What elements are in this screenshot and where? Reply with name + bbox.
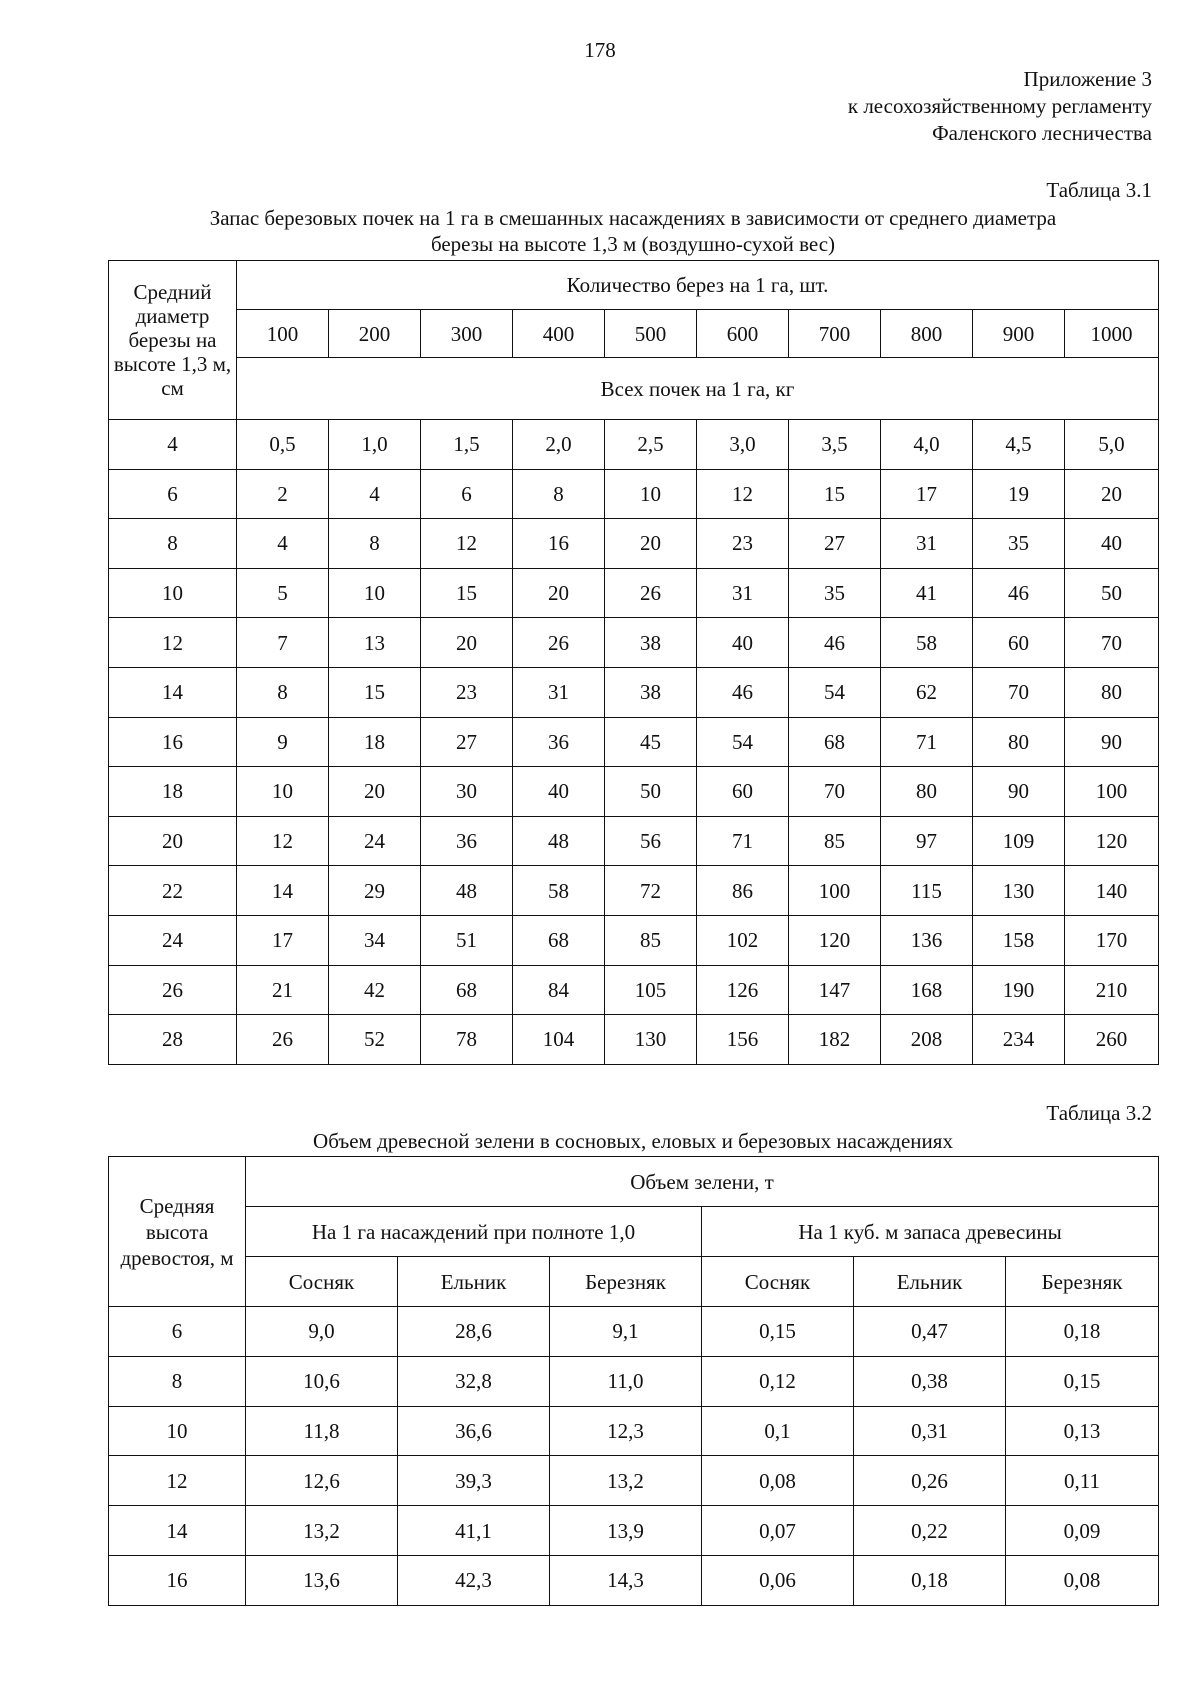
- buds-weight-cell: 13: [329, 618, 421, 668]
- buds-weight-cell: 120: [1065, 816, 1159, 866]
- buds-weight-cell: 170: [1065, 915, 1159, 965]
- buds-weight-cell: 0,5: [237, 420, 329, 470]
- buds-weight-cell: 7: [237, 618, 329, 668]
- buds-weight-cell: 234: [973, 1015, 1065, 1065]
- foliage-volume-cell: 13,2: [246, 1506, 398, 1556]
- stand-height-cell: 14: [109, 1506, 246, 1556]
- foliage-volume-cell: 41,1: [398, 1506, 550, 1556]
- table-row: [109, 1506, 1159, 1556]
- buds-weight-cell: 70: [1065, 618, 1159, 668]
- table-row: [109, 717, 1159, 767]
- buds-weight-cell: 4: [329, 469, 421, 519]
- tree-count-cell: 400: [513, 310, 605, 358]
- foliage-volume-cell: 13,2: [550, 1456, 702, 1506]
- buds-weight-cell: 46: [789, 618, 881, 668]
- table2-title: Объем древесной зелени в сосновых, еловых и березовых насаждениях: [313, 1129, 953, 1153]
- buds-weight-cell: 78: [421, 1015, 513, 1065]
- buds-weight-cell: 80: [973, 717, 1065, 767]
- table-row: [109, 568, 1159, 618]
- diameter-cell: 22: [109, 866, 237, 916]
- buds-weight-cell: 10: [605, 469, 697, 519]
- buds-weight-cell: 60: [697, 767, 789, 817]
- diameter-cell: 12: [109, 618, 237, 668]
- foliage-volume-cell: 0,06: [702, 1555, 854, 1605]
- buds-weight-cell: 30: [421, 767, 513, 817]
- table-row: [109, 767, 1159, 817]
- buds-weight-cell: 35: [789, 568, 881, 618]
- buds-weight-cell: 80: [1065, 667, 1159, 717]
- foliage-volume-cell: 28,6: [398, 1307, 550, 1357]
- buds-weight-cell: 70: [789, 767, 881, 817]
- species-header: Сосняк: [246, 1257, 398, 1307]
- buds-weight-cell: 5,0: [1065, 420, 1159, 470]
- buds-weight-cell: 4: [237, 519, 329, 569]
- buds-weight-cell: 54: [789, 667, 881, 717]
- buds-weight-cell: 8: [329, 519, 421, 569]
- buds-weight-cell: 12: [697, 469, 789, 519]
- diameter-cell: 24: [109, 915, 237, 965]
- table1-title-line-2: березы на высоте 1,3 м (воздушно-сухой вес): [430, 232, 836, 256]
- stand-height-cell: 16: [109, 1555, 246, 1605]
- species-header: Березняк: [1006, 1257, 1159, 1307]
- buds-weight-cell: 68: [513, 915, 605, 965]
- buds-weight-cell: 71: [881, 717, 973, 767]
- buds-weight-cell: 27: [421, 717, 513, 767]
- buds-weight-cell: 12: [421, 519, 513, 569]
- diameter-cell: 10: [109, 568, 237, 618]
- buds-weight-cell: 130: [605, 1015, 697, 1065]
- table-row: [109, 1555, 1159, 1605]
- buds-weight-cell: 46: [697, 667, 789, 717]
- buds-weight-cell: 35: [973, 519, 1065, 569]
- table-row: [109, 667, 1159, 717]
- foliage-volume-cell: 0,22: [854, 1506, 1006, 1556]
- tree-count-cell: 300: [421, 310, 513, 358]
- height-header: Средняя высота древостоя, м: [109, 1157, 246, 1307]
- table-row: [109, 1406, 1159, 1456]
- buds-weight-cell: 70: [973, 667, 1065, 717]
- foliage-volume-cell: 0,31: [854, 1406, 1006, 1456]
- foliage-volume-cell: 0,15: [1006, 1356, 1159, 1406]
- buds-weight-cell: 158: [973, 915, 1065, 965]
- buds-weight-cell: 12: [237, 816, 329, 866]
- buds-weight-cell: 109: [973, 816, 1065, 866]
- buds-weight-cell: 15: [421, 568, 513, 618]
- diameter-cell: 20: [109, 816, 237, 866]
- buds-weight-cell: 38: [605, 618, 697, 668]
- buds-weight-cell: 71: [697, 816, 789, 866]
- diameter-cell: 6: [109, 469, 237, 519]
- table-row: [109, 816, 1159, 866]
- foliage-volume-cell: 0,12: [702, 1356, 854, 1406]
- appendix-line-3: Фаленского лесничества: [932, 121, 1152, 145]
- buds-weight-cell: 48: [421, 866, 513, 916]
- foliage-volume-cell: 14,3: [550, 1555, 702, 1605]
- buds-weight-cell: 2: [237, 469, 329, 519]
- stand-height-cell: 8: [109, 1356, 246, 1406]
- per-cubic-meter-header: На 1 куб. м запаса древесины: [702, 1207, 1159, 1257]
- foliage-volume-cell: 0,07: [702, 1506, 854, 1556]
- stand-height-cell: 12: [109, 1456, 246, 1506]
- diameter-cell: 16: [109, 717, 237, 767]
- buds-weight-cell: 115: [881, 866, 973, 916]
- buds-weight-cell: 1,0: [329, 420, 421, 470]
- foliage-volume-cell: 0,08: [702, 1456, 854, 1506]
- buds-weight-cell: 10: [329, 568, 421, 618]
- foliage-volume-cell: 12,3: [550, 1406, 702, 1456]
- foliage-volume-cell: 39,3: [398, 1456, 550, 1506]
- diameter-cell: 28: [109, 1015, 237, 1065]
- buds-weight-cell: 40: [697, 618, 789, 668]
- total-buds-header: Всех почек на 1 га, кг: [237, 358, 1159, 420]
- foliage-volume-cell: 10,6: [246, 1356, 398, 1406]
- buds-weight-cell: 46: [973, 568, 1065, 618]
- buds-weight-cell: 20: [421, 618, 513, 668]
- table-row: [109, 1015, 1159, 1065]
- buds-weight-cell: 26: [513, 618, 605, 668]
- foliage-volume-cell: 11,0: [550, 1356, 702, 1406]
- diameter-cell: 14: [109, 667, 237, 717]
- foliage-volume-cell: 0,38: [854, 1356, 1006, 1406]
- buds-weight-cell: 84: [513, 965, 605, 1015]
- foliage-volume-cell: 9,1: [550, 1307, 702, 1357]
- buds-weight-cell: 102: [697, 915, 789, 965]
- appendix-line-1: Приложение 3: [1023, 67, 1152, 91]
- buds-weight-cell: 208: [881, 1015, 973, 1065]
- table-row: [109, 618, 1159, 668]
- foliage-volume-cell: 11,8: [246, 1406, 398, 1456]
- table-row: [109, 420, 1159, 470]
- buds-weight-cell: 1,5: [421, 420, 513, 470]
- table-row: [109, 1307, 1159, 1357]
- per-hectare-header: На 1 га насаждений при полноте 1,0: [246, 1207, 702, 1257]
- buds-weight-cell: 126: [697, 965, 789, 1015]
- tree-count-cell: 700: [789, 310, 881, 358]
- foliage-volume-cell: 32,8: [398, 1356, 550, 1406]
- tree-count-cell: 100: [237, 310, 329, 358]
- buds-weight-cell: 58: [513, 866, 605, 916]
- species-header: Ельник: [854, 1257, 1006, 1307]
- foliage-volume-table: [108, 1156, 1159, 1606]
- buds-weight-cell: 105: [605, 965, 697, 1015]
- buds-weight-cell: 45: [605, 717, 697, 767]
- buds-weight-cell: 104: [513, 1015, 605, 1065]
- buds-weight-cell: 50: [605, 767, 697, 817]
- diameter-cell: 8: [109, 519, 237, 569]
- buds-weight-cell: 120: [789, 915, 881, 965]
- buds-weight-cell: 5: [237, 568, 329, 618]
- foliage-volume-cell: 0,47: [854, 1307, 1006, 1357]
- table-row: [109, 965, 1159, 1015]
- buds-weight-cell: 48: [513, 816, 605, 866]
- table-row: [109, 1456, 1159, 1506]
- buds-weight-cell: 68: [789, 717, 881, 767]
- buds-weight-cell: 56: [605, 816, 697, 866]
- species-header: Сосняк: [702, 1257, 854, 1307]
- foliage-volume-cell: 0,11: [1006, 1456, 1159, 1506]
- buds-weight-cell: 90: [1065, 717, 1159, 767]
- foliage-volume-cell: 0,09: [1006, 1506, 1159, 1556]
- diameter-cell: 4: [109, 420, 237, 470]
- diameter-cell: 18: [109, 767, 237, 817]
- buds-weight-cell: 80: [881, 767, 973, 817]
- foliage-volume-cell: 0,26: [854, 1456, 1006, 1506]
- buds-weight-cell: 20: [513, 568, 605, 618]
- table-row: [109, 469, 1159, 519]
- buds-weight-cell: 23: [697, 519, 789, 569]
- table-row: [109, 915, 1159, 965]
- foliage-volume-cell: 0,18: [1006, 1307, 1159, 1357]
- buds-weight-cell: 21: [237, 965, 329, 1015]
- buds-weight-cell: 40: [1065, 519, 1159, 569]
- foliage-volume-cell: 12,6: [246, 1456, 398, 1506]
- page-number: 178: [584, 38, 616, 62]
- buds-weight-cell: 31: [513, 667, 605, 717]
- buds-weight-cell: 68: [421, 965, 513, 1015]
- buds-weight-cell: 23: [421, 667, 513, 717]
- table-row: [109, 866, 1159, 916]
- foliage-volume-cell: 36,6: [398, 1406, 550, 1456]
- table2-label: Таблица 3.2: [1046, 1101, 1152, 1125]
- buds-weight-cell: 27: [789, 519, 881, 569]
- buds-weight-cell: 190: [973, 965, 1065, 1015]
- species-header: Ельник: [398, 1257, 550, 1307]
- buds-weight-cell: 14: [237, 866, 329, 916]
- buds-weight-cell: 15: [329, 667, 421, 717]
- buds-weight-cell: 62: [881, 667, 973, 717]
- buds-weight-cell: 6: [421, 469, 513, 519]
- foliage-volume-cell: 0,18: [854, 1555, 1006, 1605]
- buds-weight-cell: 4,0: [881, 420, 973, 470]
- buds-weight-cell: 3,0: [697, 420, 789, 470]
- diameter-cell: 26: [109, 965, 237, 1015]
- tree-count-cell: 200: [329, 310, 421, 358]
- species-header: Березняк: [550, 1257, 702, 1307]
- buds-weight-cell: 51: [421, 915, 513, 965]
- buds-weight-cell: 50: [1065, 568, 1159, 618]
- foliage-volume-cell: 0,08: [1006, 1555, 1159, 1605]
- tree-count-cell: 800: [881, 310, 973, 358]
- buds-weight-cell: 85: [789, 816, 881, 866]
- table-row: [109, 1356, 1159, 1406]
- buds-weight-cell: 26: [605, 568, 697, 618]
- buds-weight-cell: 17: [237, 915, 329, 965]
- buds-weight-cell: 40: [513, 767, 605, 817]
- diameter-header: Средний диаметр березы на высоте 1,3 м, см: [109, 261, 237, 420]
- buds-weight-cell: 54: [697, 717, 789, 767]
- buds-weight-cell: 10: [237, 767, 329, 817]
- buds-weight-cell: 15: [789, 469, 881, 519]
- buds-weight-cell: 2,0: [513, 420, 605, 470]
- buds-weight-cell: 182: [789, 1015, 881, 1065]
- foliage-volume-cell: 0,15: [702, 1307, 854, 1357]
- foliage-volume-cell: 0,1: [702, 1406, 854, 1456]
- foliage-volume-cell: 9,0: [246, 1307, 398, 1357]
- foliage-volume-cell: 13,6: [246, 1555, 398, 1605]
- buds-weight-cell: 97: [881, 816, 973, 866]
- tree-count-cell: 600: [697, 310, 789, 358]
- buds-weight-cell: 31: [881, 519, 973, 569]
- buds-weight-cell: 90: [973, 767, 1065, 817]
- buds-weight-cell: 38: [605, 667, 697, 717]
- tree-count-cell: 900: [973, 310, 1065, 358]
- appendix-line-2: к лесохозяйственному регламенту: [847, 94, 1152, 118]
- buds-weight-cell: 17: [881, 469, 973, 519]
- buds-weight-cell: 260: [1065, 1015, 1159, 1065]
- buds-weight-cell: 85: [605, 915, 697, 965]
- stand-height-cell: 6: [109, 1307, 246, 1357]
- buds-weight-cell: 20: [605, 519, 697, 569]
- buds-weight-cell: 140: [1065, 866, 1159, 916]
- foliage-volume-cell: 13,9: [550, 1506, 702, 1556]
- buds-weight-cell: 60: [973, 618, 1065, 668]
- buds-weight-cell: 210: [1065, 965, 1159, 1015]
- foliage-volume-cell: 0,13: [1006, 1406, 1159, 1456]
- foliage-volume-cell: 42,3: [398, 1555, 550, 1605]
- buds-weight-cell: 42: [329, 965, 421, 1015]
- buds-weight-cell: 168: [881, 965, 973, 1015]
- buds-weight-cell: 52: [329, 1015, 421, 1065]
- buds-weight-cell: 136: [881, 915, 973, 965]
- stand-height-cell: 10: [109, 1406, 246, 1456]
- table1-title-line-1: Запас березовых почек на 1 га в смешанных насаждениях в зависимости от среднего диаметра: [209, 206, 1057, 230]
- buds-weight-cell: 100: [1065, 767, 1159, 817]
- buds-weight-cell: 29: [329, 866, 421, 916]
- table1-label: Таблица 3.1: [1046, 178, 1152, 202]
- budding-reserve-table: [108, 260, 1159, 1065]
- buds-weight-cell: 147: [789, 965, 881, 1015]
- buds-weight-cell: 86: [697, 866, 789, 916]
- buds-weight-cell: 3,5: [789, 420, 881, 470]
- buds-weight-cell: 19: [973, 469, 1065, 519]
- buds-weight-cell: 9: [237, 717, 329, 767]
- buds-weight-cell: 20: [1065, 469, 1159, 519]
- buds-weight-cell: 58: [881, 618, 973, 668]
- buds-weight-cell: 41: [881, 568, 973, 618]
- buds-weight-cell: 36: [513, 717, 605, 767]
- buds-weight-cell: 31: [697, 568, 789, 618]
- buds-weight-cell: 156: [697, 1015, 789, 1065]
- buds-weight-cell: 130: [973, 866, 1065, 916]
- buds-weight-cell: 24: [329, 816, 421, 866]
- tree-count-cell: 500: [605, 310, 697, 358]
- buds-weight-cell: 8: [237, 667, 329, 717]
- buds-weight-cell: 18: [329, 717, 421, 767]
- buds-weight-cell: 72: [605, 866, 697, 916]
- buds-weight-cell: 4,5: [973, 420, 1065, 470]
- tree-count-cell: 1000: [1065, 310, 1159, 358]
- buds-weight-cell: 20: [329, 767, 421, 817]
- buds-weight-cell: 2,5: [605, 420, 697, 470]
- buds-weight-cell: 8: [513, 469, 605, 519]
- buds-weight-cell: 34: [329, 915, 421, 965]
- buds-weight-cell: 100: [789, 866, 881, 916]
- buds-weight-cell: 36: [421, 816, 513, 866]
- volume-header: Объем зелени, т: [246, 1157, 1159, 1207]
- table-row: [109, 519, 1159, 569]
- buds-weight-cell: 16: [513, 519, 605, 569]
- buds-weight-cell: 26: [237, 1015, 329, 1065]
- tree-count-header: Количество берез на 1 га, шт.: [237, 261, 1159, 310]
